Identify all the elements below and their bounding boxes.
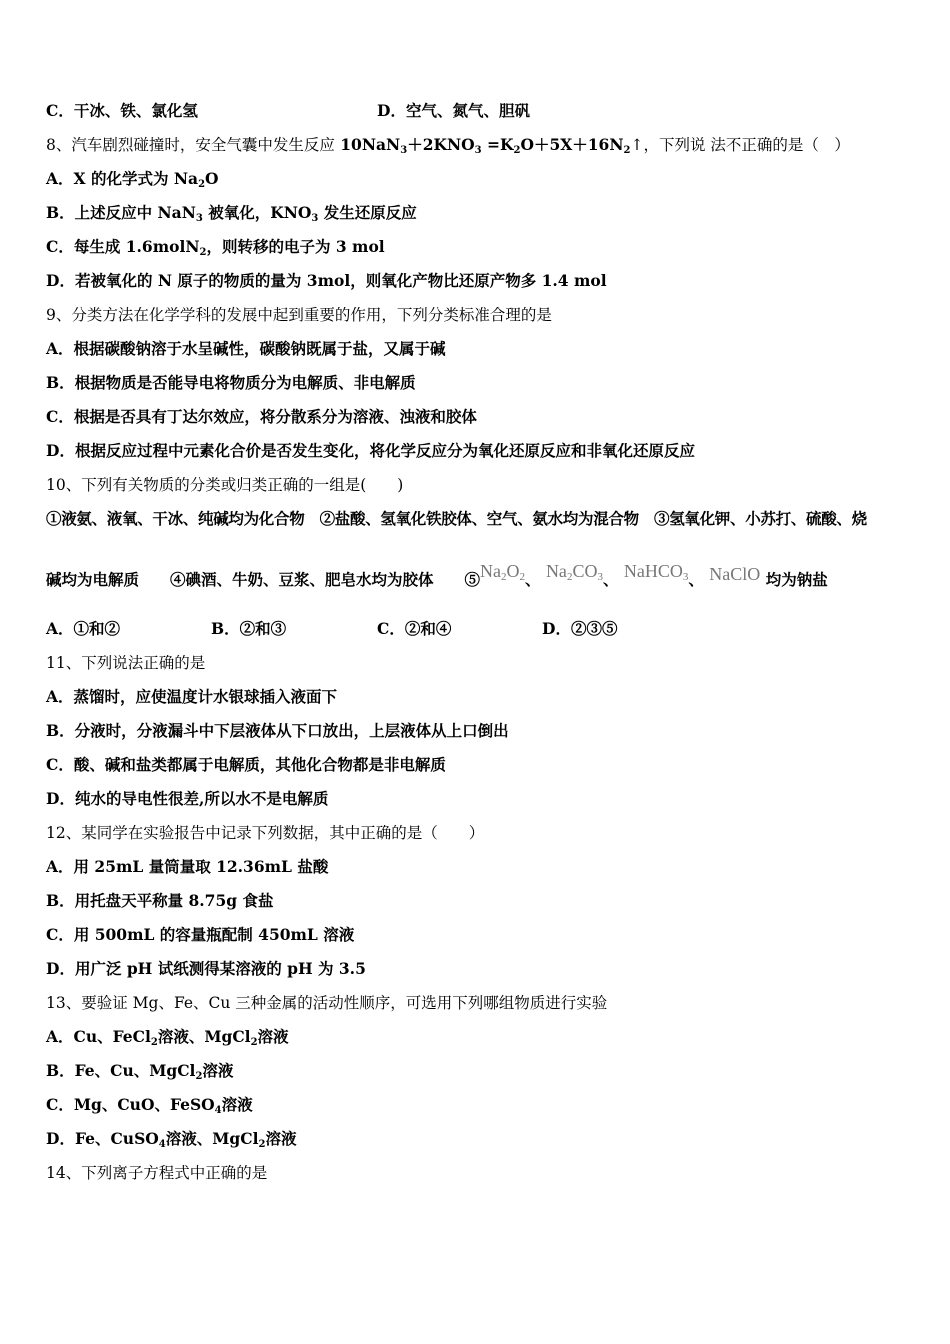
question-10-stem: 10、下列有关物质的分类或归类正确的一组是( ) <box>46 476 404 494</box>
question-9-option-d: D．根据反应过程中元素化合价是否发生变化，将化学反应分为氧化还原反应和非氧化还原反应 <box>46 441 695 460</box>
question-12-option-c: C．用 500mL 的容量瓶配制 450mL 溶液 <box>46 925 355 944</box>
question-13-option-c: C．Mg、CuO、FeSO$_4$溶液 <box>46 1095 253 1116</box>
question-10-statements-line1: ①液氨、液氧、干冰、纯碱均为化合物 ②盐酸、氢氧化铁胶体、空气、氨水均为混合物 ③氢氧化钾、小苏打、硫酸、烧 <box>46 509 867 528</box>
question-8-stem: 8、汽车剧烈碰撞时，安全气囊中发生反应 $10NaN_3+2KNO_3$ $=K_2O+5X+16N_2↑$，下列说 法不正确的是（ ） <box>46 135 850 156</box>
reaction-equation: $10NaN_3+2KNO_3 =K_2O+5X+16N_2$ <box>334 135 631 156</box>
question-8-option-d: D．若被氧化的 N 原子的物质的量为 3mol，则氧化产物比还原产物多 1.4 mol <box>46 271 607 290</box>
option-c: C．干冰、铁、氯化氢 <box>46 101 198 120</box>
option-a: A．①和② <box>46 619 121 638</box>
question-8-option-c: C．每生成 1.6molN$_2$，则转移的电子为 3 mol <box>46 237 385 258</box>
option-c: C．②和④ <box>377 619 452 638</box>
question-9-option-c: C．根据是否具有丁达尔效应，将分散系分为溶液、浊液和胶体 <box>46 407 477 426</box>
question-13-option-b: B．Fe、Cu、MgCl$_2$溶液 <box>46 1061 234 1082</box>
question-12-option-a: A．用 25mL 量筒量取 12.36mL 盐酸 <box>46 857 329 876</box>
question-13-option-d: D．Fe、CuSO$_4$溶液、MgCl$_2$溶液 <box>46 1129 297 1150</box>
question-11-stem: 11、下列说法正确的是 <box>46 654 206 672</box>
option-b: B．②和③ <box>211 619 287 638</box>
formula-na2co3: $Na_2CO_3$ <box>545 561 603 583</box>
formula-nahco3: NaHCO$_3$ <box>623 561 689 583</box>
question-13-option-a: A．Cu、FeCl$_2$溶液、MgCl$_2$溶液 <box>46 1027 289 1048</box>
formula-na2o2: $Na_2O_2$ <box>480 561 526 583</box>
question-12-stem: 12、某同学在实验报告中记录下列数据，其中正确的是（ ） <box>46 824 485 842</box>
question-13-stem: 13、要验证 Mg、Fe、Cu 三种金属的活动性顺序，可选用下列哪组物质进行实验 <box>46 994 608 1012</box>
prev-question-options <box>46 100 910 122</box>
question-9-stem: 9、分类方法在化学学科的发展中起到重要的作用，下列分类标准合理的是 <box>46 306 552 324</box>
question-12-option-d: D．用广泛 pH 试纸测得某溶液的 pH 为 3.5 <box>46 959 366 978</box>
option-d: D．空气、氮气、胆矾 <box>377 101 530 120</box>
question-8-option-b: B．上述反应中 NaN$_3$ 被氧化，$KNO_3$ 发生还原反应 <box>46 203 417 224</box>
question-11-option-c: C．酸、碱和盐类都属于电解质，其他化合物都是非电解质 <box>46 755 446 774</box>
question-9-option-a: A．根据碳酸钠溶于水呈碱性，碳酸钠既属于盐，又属于碱 <box>46 339 446 358</box>
option-d: D．②③⑤ <box>542 619 618 638</box>
question-11-option-a: A．蒸馏时，应使温度计水银球插入液面下 <box>46 687 338 706</box>
question-11-option-d: D．纯水的导电性很差,所以水不是电解质 <box>46 789 329 808</box>
question-14-stem: 14、下列离子方程式中正确的是 <box>46 1164 268 1182</box>
formula-naclo: NaClO <box>709 564 761 584</box>
question-11-option-b: B．分液时，分液漏斗中下层液体从下口放出，上层液体从上口倒出 <box>46 721 509 740</box>
question-12-option-b: B．用托盘天平称量 8.75g 食盐 <box>46 891 274 910</box>
question-10-statements-line2: 碱均为电解质 ④碘酒、牛奶、豆浆、肥皂水均为胶体 $⑤Na_2O_2$、 $Na_2CO_3$、 NaHCO$_3$、 NaClO 均为钠盐 <box>46 561 828 589</box>
question-8-option-a: A．X 的化学式为 $Na_2O$ <box>46 169 219 190</box>
question-9-option-b: B．根据物质是否能导电将物质分为电解质、非电解质 <box>46 373 416 392</box>
